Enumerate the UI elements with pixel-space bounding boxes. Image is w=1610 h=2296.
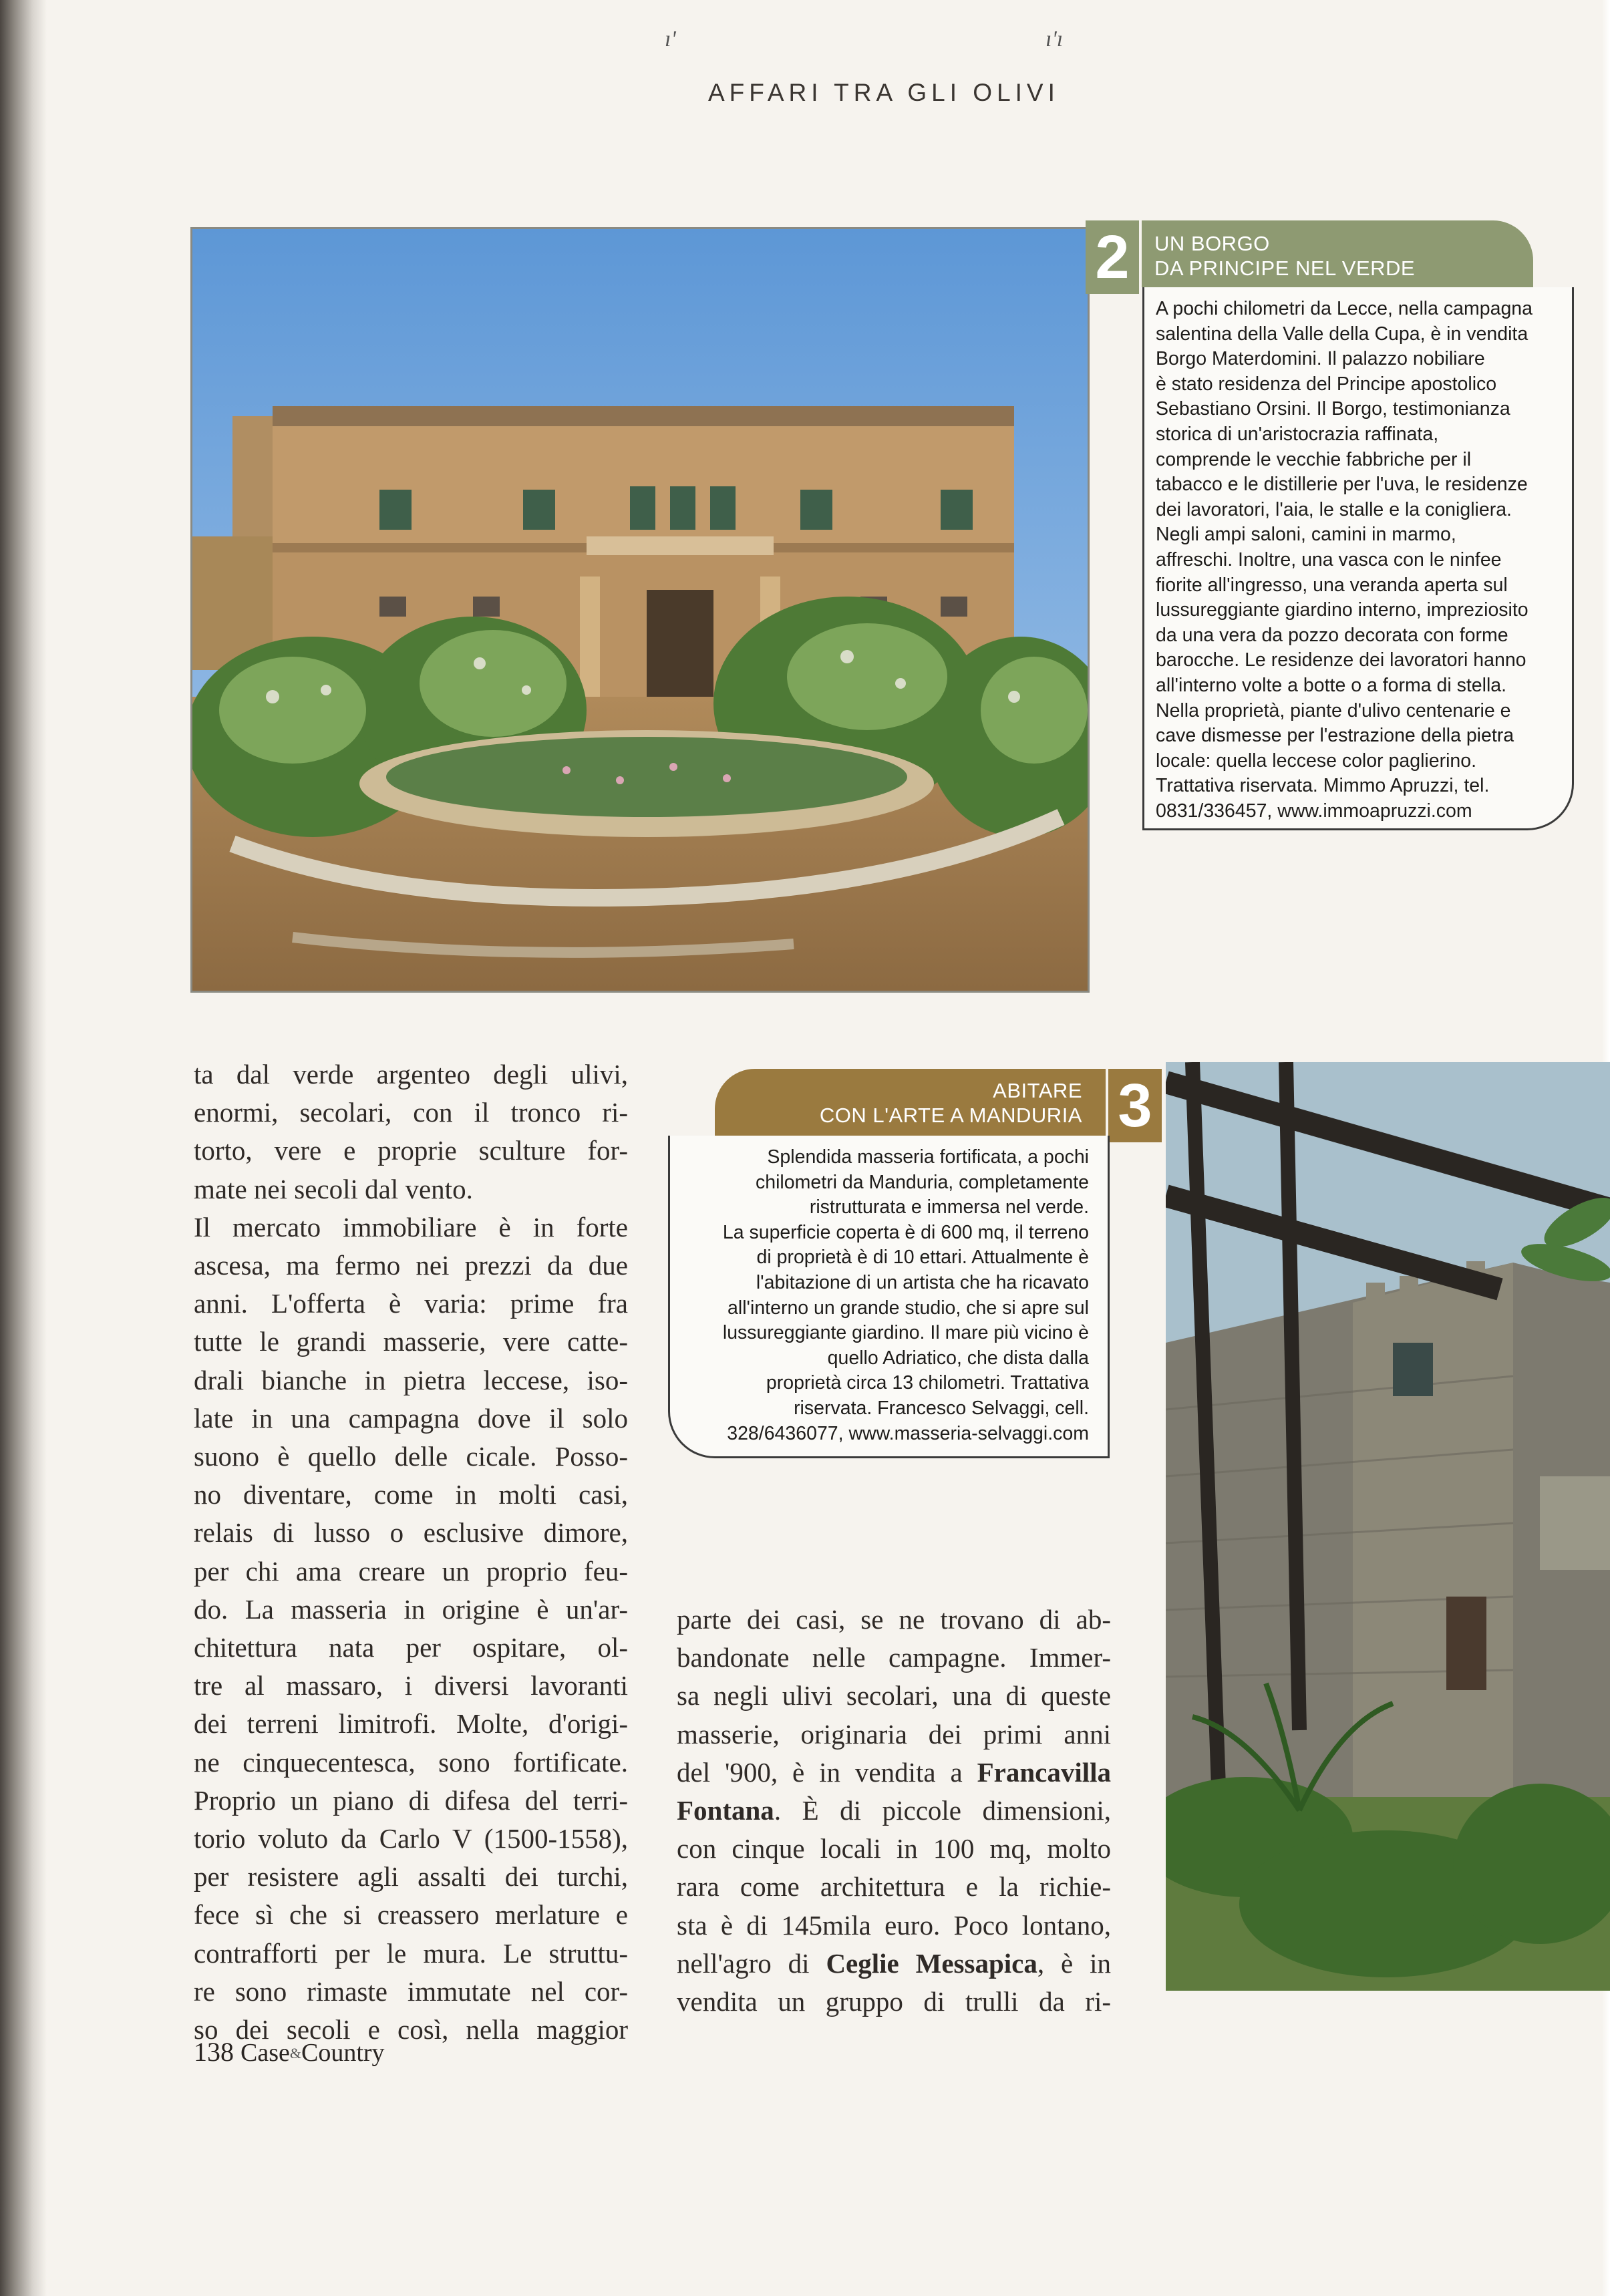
body-line: per chi ama creare un proprio feu- <box>194 1555 628 1587</box>
body-line: Proprio un piano di difesa del terri- <box>194 1784 628 1816</box>
body-line: tre al massaro, i diversi lavoranti <box>194 1670 628 1701</box>
box3-title-line: CON L'ARTE A MANDURIA <box>819 1104 1082 1127</box>
box3-line: riservata. Francesco Selvaggi, cell. <box>794 1397 1089 1419</box>
box3-text <box>681 1145 1089 1446</box>
body-line: anni. L'offerta è varia: prime fra <box>194 1288 628 1319</box>
body-line: fece sì che si creassero merlature e <box>194 1899 628 1931</box>
box3-line: lussureggiante giardino. Il mare più vicino è <box>722 1322 1089 1344</box>
box2-line: A pochi chilometri da Lecce, nella campagna <box>1156 298 1533 319</box>
body-line: vendita un gruppo di trulli da ri- <box>677 1986 1111 2017</box>
body-line: tutte le grandi masserie, vere catte- <box>194 1326 628 1357</box>
box2-line: comprende le vecchie fabbriche per il <box>1156 448 1472 470</box>
brand-right: Country <box>301 2039 385 2067</box>
place-name-fontana: Fontana <box>677 1795 774 1826</box>
box2-line: barocche. Le residenze dei lavoratori hanno <box>1156 649 1526 671</box>
box2-line: Nella proprietà, piante d'ulivo centenarie e <box>1156 699 1511 721</box>
body-line: re sono rimaste immutate nel cor- <box>194 1975 628 2007</box>
box3-line: Splendida masseria fortificata, a pochi <box>767 1146 1089 1168</box>
body-column-1 <box>194 1055 628 2049</box>
body-line: so dei secoli e così, nella maggior <box>194 2014 628 2045</box>
body-line: ne cinquecentesca, sono fortificate. <box>194 1746 628 1778</box>
body-text: , è in <box>1037 1947 1112 1979</box>
photo-borgo-materdomini <box>190 227 1090 993</box>
body-line: late in una campagna dove il solo <box>194 1402 628 1434</box>
box2-line: locale: quella leccese color paglierino. <box>1156 750 1477 772</box>
body-line: bandonate nelle campagne. Immer- <box>677 1642 1111 1673</box>
box2-line: salentina della Valle della Cupa, è in vendita <box>1156 323 1528 345</box>
photo-masseria-manduria <box>1166 1062 1610 1991</box>
box2-line: affreschi. Inoltre, una vasca con le ninfee <box>1156 548 1502 570</box>
body-line: dei terreni limitrofi. Molte, d'origi- <box>194 1708 628 1740</box>
body-line: mate nei secoli dal vento. <box>194 1173 473 1204</box>
place-name-francavilla: Francavilla <box>977 1756 1111 1788</box>
body-line: relais di lusso o esclusive dimore, <box>194 1517 628 1548</box>
box3-line: La superficie coperta è di 600 mq, il terreno <box>722 1221 1089 1243</box>
body-line: rara come architettura e la richie- <box>677 1871 1111 1903</box>
box3-line: l'abitazione di un artista che ha ricavato <box>756 1271 1089 1293</box>
page-number: 138 <box>194 2037 234 2067</box>
box2-line: tabacco e le distillerie per l'uva, le residenze <box>1156 474 1528 496</box>
box2-line: all'interno volte a botte o a forma di stella. <box>1156 674 1507 696</box>
brand-left: Case <box>240 2039 290 2067</box>
page-footer <box>194 2036 385 2068</box>
body-line: parte dei casi, se ne trovano di ab- <box>677 1604 1111 1635</box>
body-line: torio voluto da Carlo V (1500-1558), <box>194 1823 628 1854</box>
binding-gutter-shadow <box>0 0 47 2296</box>
magazine-brand <box>240 2039 385 2067</box>
box2-title-line: DA PRINCIPE NEL VERDE <box>1154 257 1416 280</box>
body-line: enormi, secolari, con il tronco ri- <box>194 1097 628 1128</box>
box3-line: ristrutturata e immersa nel verde. <box>809 1196 1089 1218</box>
body-line: Il mercato immobiliare è in forte <box>194 1211 628 1243</box>
body-line: torto, vere e proprie sculture for- <box>194 1135 628 1166</box>
box2-line: Borgo Materdomini. Il palazzo nobiliare <box>1156 348 1485 370</box>
box2-line: cave dismesse per l'estrazione della pietra <box>1156 725 1514 747</box>
running-head: AFFARI TRA GLI OLIVI <box>708 79 1060 106</box>
box2-line: lussureggiante giardino interno, impreziosito <box>1156 599 1528 621</box>
box3-line: all'interno un grande studio, che si apre sul <box>728 1297 1089 1319</box>
box3-line: 328/6436077, www.masseria-selvaggi.com <box>727 1422 1089 1444</box>
body-line: per resistere agli assalti dei turchi, <box>194 1861 628 1893</box>
body-text: nell'agro di <box>677 1947 826 1979</box>
box2-title-line: UN BORGO <box>1154 232 1270 255</box>
body-line: contrafforti per le mura. Le struttu- <box>194 1937 628 1969</box>
folio-mark: ı'ı <box>1045 27 1064 51</box>
body-line <box>677 1754 1111 1792</box>
box2-line: Sebastiano Orsini. Il Borgo, testimonianza <box>1156 398 1510 420</box>
box2-line: è stato residenza del Principe apostolico <box>1156 373 1497 395</box>
box2-line: da una vera da pozzo decorata con forme <box>1156 624 1508 646</box>
body-line: chitettura nata per ospitare, ol- <box>194 1632 628 1663</box>
body-text: . È di piccole dimensioni, <box>774 1795 1111 1826</box>
folio-mark: ı' <box>665 27 676 51</box>
body-line: do. La masseria in origine è un'ar- <box>194 1593 628 1625</box>
place-name-ceglie-messapica: Ceglie Messapica <box>826 1947 1037 1979</box>
body-line <box>677 1945 1111 1983</box>
box2-line: dei lavoratori, l'aia, le stalle e la conigliera. <box>1156 498 1512 520</box>
box3-line: proprietà circa 13 chilometri. Trattativa <box>766 1372 1089 1394</box>
box2-title <box>1154 231 1528 281</box>
body-line: drali bianche in pietra leccese, iso- <box>194 1364 628 1396</box>
body-text: del '900, è in vendita a <box>677 1756 977 1788</box>
box3-line: quello Adriatico, che dista dalla <box>827 1347 1089 1369</box>
box3-number: 3 <box>1106 1069 1162 1142</box>
brand-amp: & <box>289 2045 301 2062</box>
body-line: sta è di 145mila euro. Poco lontano, <box>677 1909 1111 1941</box>
box2-line: 0831/336457, www.immoapruzzi.com <box>1156 800 1472 822</box>
box2-number: 2 <box>1086 220 1142 294</box>
box2-text <box>1156 297 1563 824</box>
box2-line: Negli ampi saloni, camini in marmo, <box>1156 524 1456 546</box>
box3-line: di proprietà è di 10 ettari. Attualmente è <box>756 1247 1089 1269</box>
box3-title <box>721 1078 1082 1128</box>
body-line: masserie, originaria dei primi anni <box>677 1718 1111 1750</box>
box2-line: fiorite all'ingresso, una veranda aperta sul <box>1156 574 1508 596</box>
body-line: no diventare, come in molti casi, <box>194 1479 628 1510</box>
body-line: con cinque locali in 100 mq, molto <box>677 1833 1111 1864</box>
body-line <box>677 1792 1111 1830</box>
body-line: sa negli ulivi secolari, una di queste <box>677 1680 1111 1711</box>
box2-line: storica di un'aristocrazia raffinata, <box>1156 423 1439 445</box>
box3-line: chilometri da Manduria, completamente <box>756 1171 1089 1193</box>
body-column-2 <box>677 1601 1111 2021</box>
box3-title-line: ABITARE <box>993 1079 1082 1102</box>
body-line: ascesa, ma fermo nei prezzi da due <box>194 1250 628 1281</box>
body-line: suono è quello delle cicale. Posso- <box>194 1441 628 1472</box>
body-line: ta dal verde argenteo degli ulivi, <box>194 1059 628 1090</box>
box2-line: Trattativa riservata. Mimmo Apruzzi, tel. <box>1156 775 1490 797</box>
